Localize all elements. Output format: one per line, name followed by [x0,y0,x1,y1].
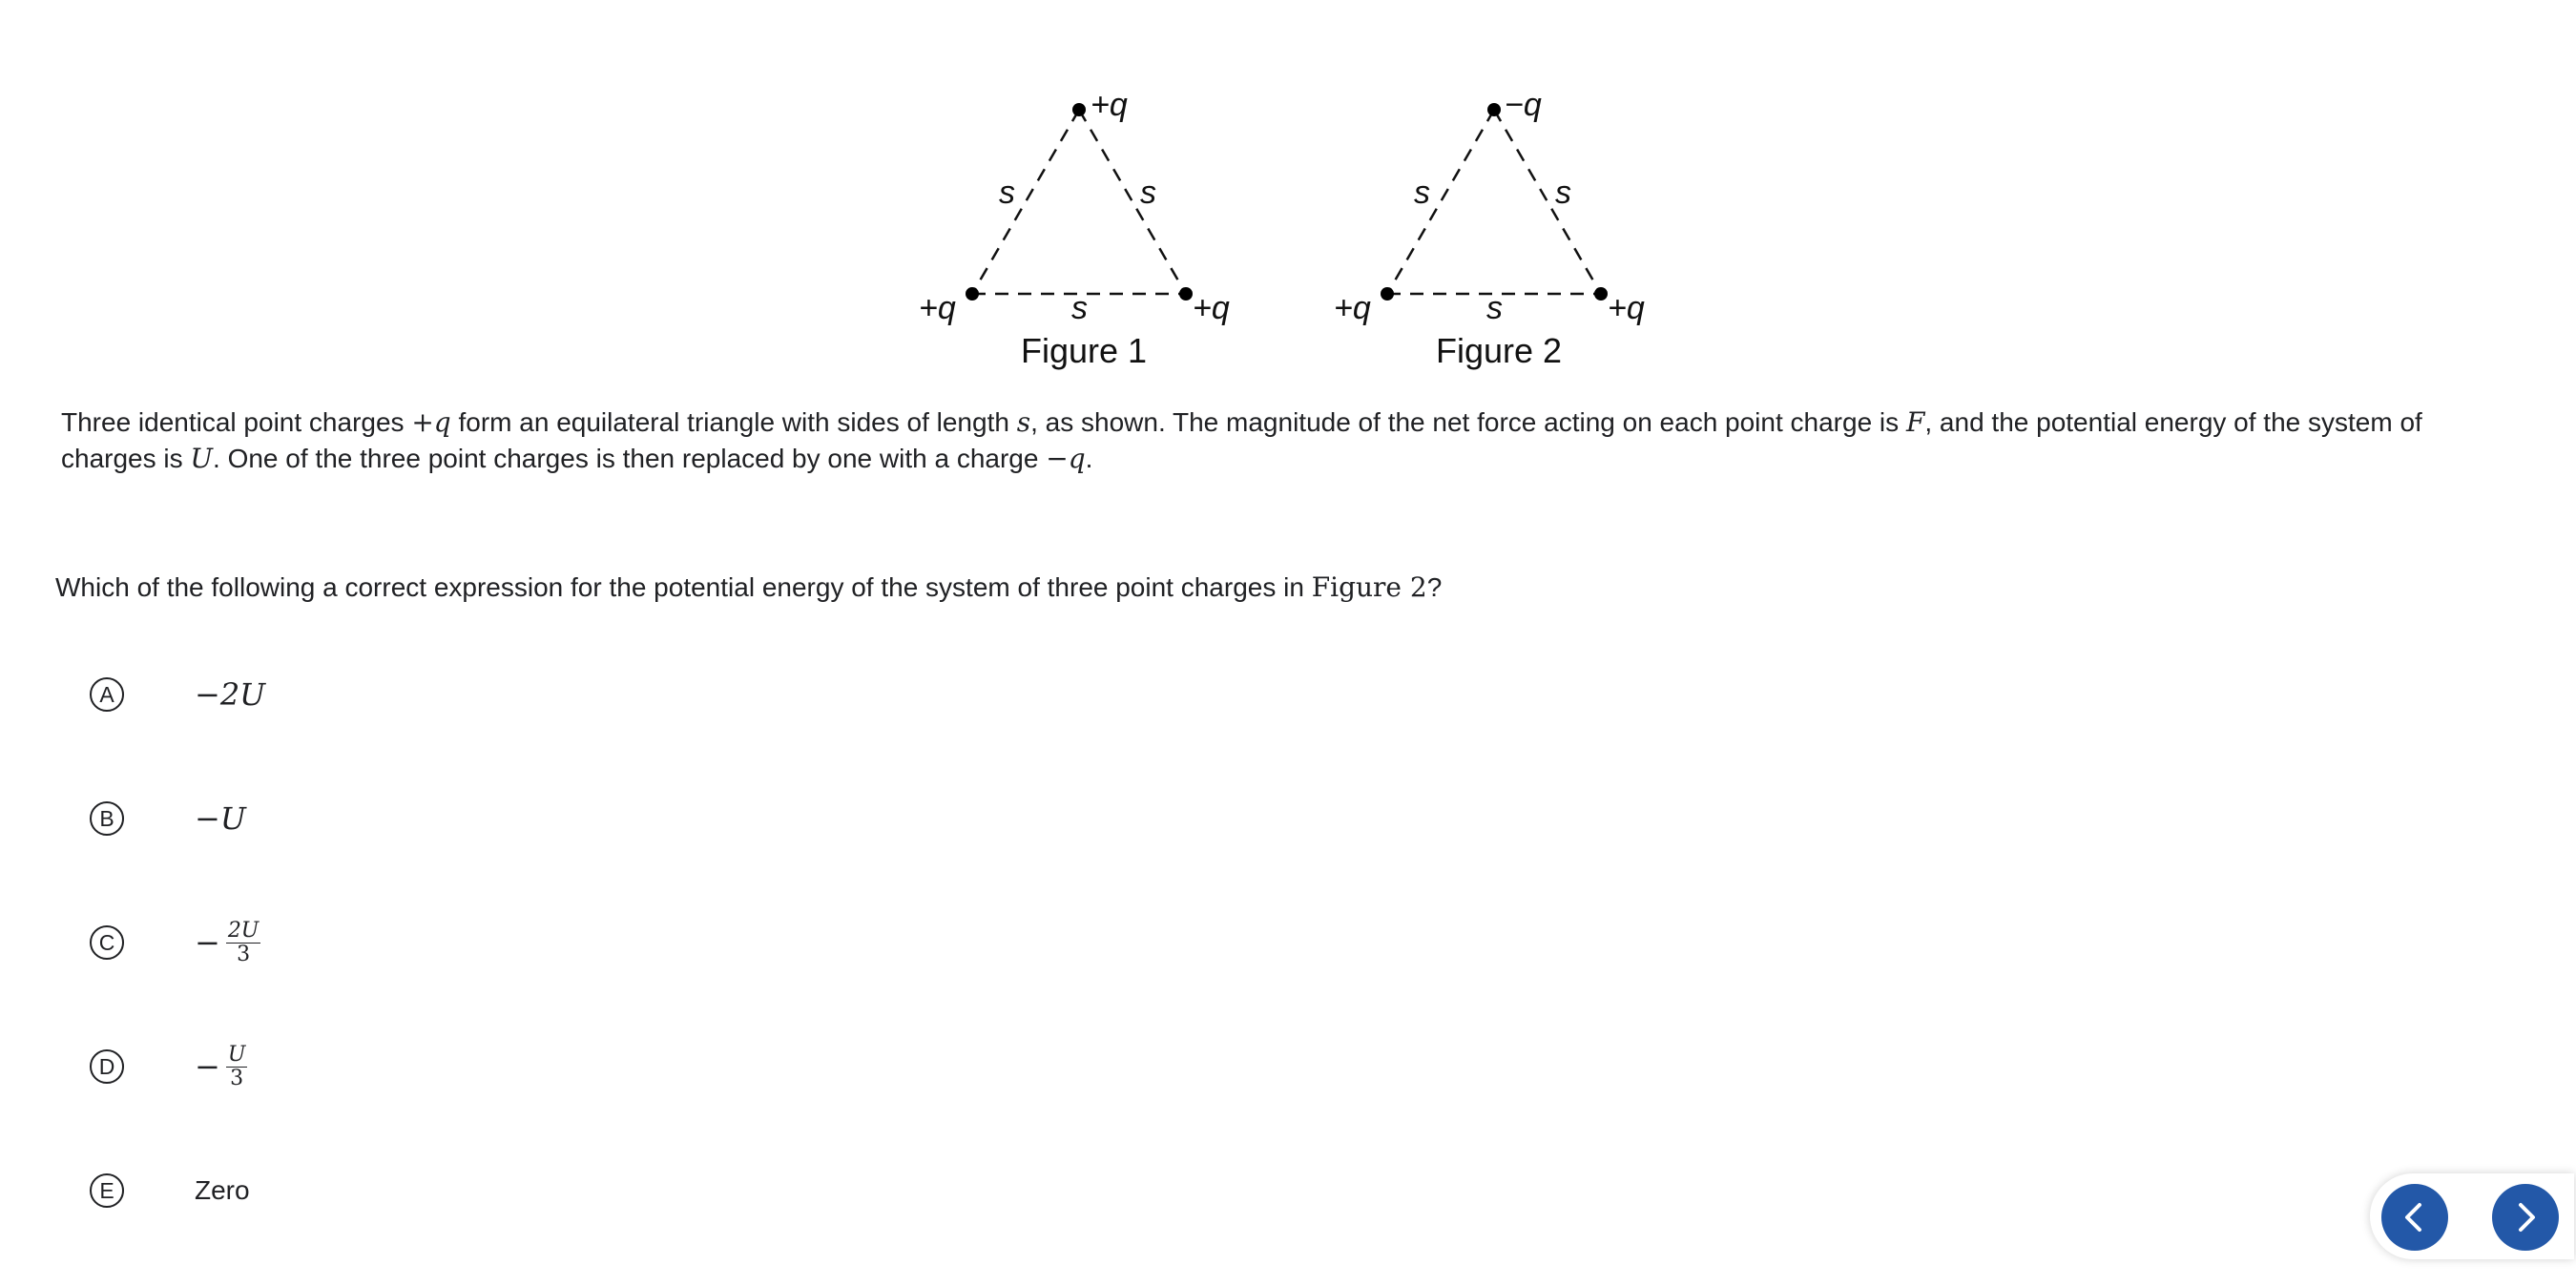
choice-e-bubble[interactable]: E [90,1173,124,1208]
choice-d-fraction [226,1042,248,1090]
choice-c[interactable] [90,918,260,966]
choice-b-text: −U [195,800,246,837]
charge-figures [897,76,1679,391]
choice-d-sign: − [195,1048,220,1085]
figure-1-side-right [1079,110,1186,294]
choice-c-sign: − [195,924,220,961]
figure-1 [919,87,1230,370]
figure-2-side-left [1387,110,1494,294]
choice-e[interactable] [90,1172,250,1210]
chevron-left-icon [2381,1184,2448,1251]
stimulus-text-part: . [1085,444,1093,473]
choice-a[interactable] [90,675,266,714]
choice-d-numerator: U [227,1042,246,1067]
figure-1-charge-bottom-right-dot [1179,287,1193,301]
figure-1-caption: Figure 1 [1020,331,1148,370]
choice-d-denominator: 3 [230,1066,244,1090]
figure-1-side-label-left: s [999,175,1015,211]
chevron-right-icon [2492,1184,2559,1251]
stimulus-text-part: , as shown. The magnitude of the net force acting on each point charge is [1030,407,1906,437]
figure-1-side-left [972,110,1079,294]
figure-1-charge-bottom-left: +q [919,290,956,326]
choice-d[interactable] [90,1042,246,1090]
choice-e-text: Zero [195,1175,250,1205]
figure-2 [1334,87,1645,370]
math-side-length: s [1016,406,1031,438]
figure-2-side-label-right: s [1555,175,1571,211]
choice-c-text [195,918,260,966]
figure-2-caption: Figure 2 [1435,331,1563,370]
navigation-bar [2370,1173,2574,1259]
question-end: ? [1426,572,1443,602]
figure-1-side-label-right: s [1140,175,1156,211]
figure-2-side-label-left: s [1414,175,1430,211]
choice-d-text [195,1042,247,1090]
figure-1-side-label-bottom: s [1071,290,1088,326]
stimulus-text-part: Three identical point charges [61,407,412,437]
figure-2-side-right [1494,110,1601,294]
figure-2-charge-bottom-left: +q [1334,290,1371,326]
figure-1-charge-bottom-left-dot [966,287,979,301]
figure-2-charge-top-dot [1487,103,1501,116]
figure-1-charge-top: +q [1091,87,1128,123]
choice-d-bubble[interactable]: D [90,1049,124,1084]
choice-a-bubble[interactable]: A [90,677,124,712]
choice-c-fraction [226,918,261,966]
stimulus-text [61,404,2503,477]
previous-button[interactable] [2381,1184,2448,1251]
stimulus-text-part: . One of the three point charges is then replaced by one with a charge [213,444,1047,473]
question-figure-ref: Figure 2 [1311,571,1427,603]
choice-a-text: −2U [195,676,266,713]
math-potential-energy: U [190,443,214,474]
stimulus-text-part: , and the potential energy of the system of charges is [61,407,2422,473]
question-stem [55,570,2498,606]
figure-2-charge-bottom-left-dot [1381,287,1394,301]
next-button[interactable] [2492,1184,2559,1251]
choice-b[interactable] [90,799,246,838]
choice-c-bubble[interactable]: C [90,925,124,960]
question-text: Which of the following a correct expression for the potential energy of the system of three point charges in [55,572,1312,602]
figure-2-charge-bottom-right-dot [1594,287,1608,301]
figure-2-charge-bottom-right: +q [1608,290,1645,326]
math-charge-plus-q: +q [411,406,451,438]
figure-2-charge-top: −q [1505,87,1542,123]
figure-1-charge-top-dot [1072,103,1086,116]
figure-2-side-label-bottom: s [1486,290,1503,326]
choice-c-numerator: 2U [227,918,260,943]
stimulus-text-part: form an equilateral triangle with sides of length [450,407,1017,437]
choice-c-denominator: 3 [237,942,251,966]
math-charge-minus-q: −q [1046,443,1086,474]
choice-b-bubble[interactable]: B [90,801,124,836]
math-force: F [1905,406,1925,438]
figure-1-charge-bottom-right: +q [1193,290,1230,326]
